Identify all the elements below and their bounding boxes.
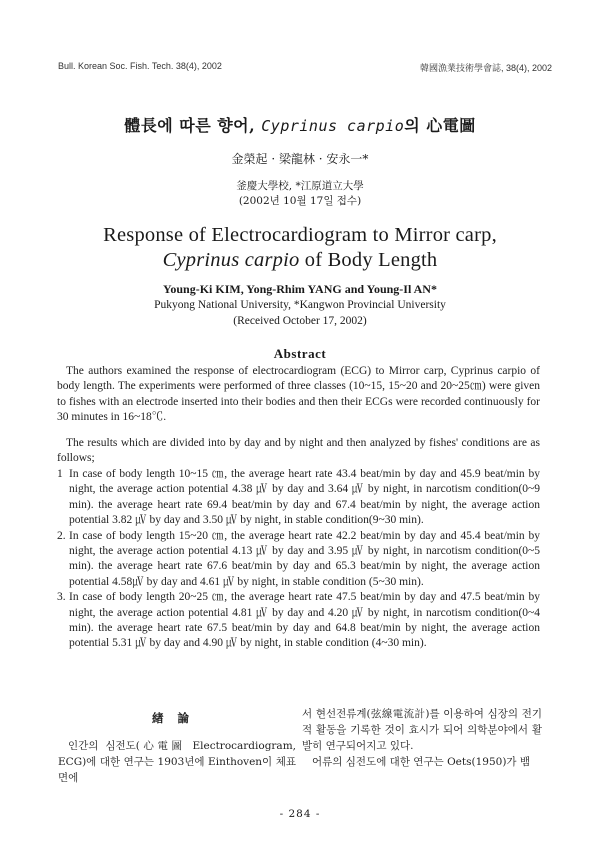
intro-right-text-1: 서 현선전류계(弦線電流計)를 이용하여 심장의 전기적 활동을 기록한 것이 효시가 되어 의학분야에서 활발히 연구되어지고 있다. [302,708,542,752]
results-item-text: In case of body length 20~25 ㎝, the average heart rate 47.5 beat/min by day and 47.5 beat/min by night, the average action potential 4.81 ㎶ by day and 4.20 ㎶ by night, in narcotism condition(0~4 min). the average heart rate 67.5 beat/min by day and 64.8 beat/min by night, the average action potential 5.31 ㎶ by day and 4.90 ㎶ by night, in stable condition (4~30 min). [69,591,540,650]
results-item-number: 2. [57,529,66,542]
results-item-text: In case of body length 10~15 ㎝, the average heart rate 43.4 beat/min by day and 45.9 beat/min by night, the average action potential 4.38 ㎶ by day and 3.64 ㎶ by night, in narcotism condition(0~9 min). the average heart rate 69.4 beat/min by day and 67.4 beat/min by night, the average action potential 3.82 ㎶ by day and 3.50 ㎶ by night, in stable condition(9~30 min). [69,468,540,527]
korean-title-suffix: 의 心電圖 [404,116,476,135]
results-list [57,467,540,652]
intro-left-text: 인간의 심전도(心電圖 Electrocardiogram, ECG)에 대한 연구는 1903년에 Einthoven이 체표면에 [58,740,296,784]
abstract-heading: Abstract [273,346,327,361]
page-number: - 284 - [279,808,321,820]
english-title-species: Cyprinus carpio [162,249,300,271]
english-affiliation: Pukyong National University, *Kangwon Provincial University [154,299,446,311]
korean-authors: 金榮起 · 梁龍林 · 安永一* [231,152,369,166]
intro-left-column [58,738,296,786]
english-title [0,223,600,273]
journal-header-english: Bull. Korean Soc. Fish. Tech. 38(4), 2002 [58,61,222,71]
korean-received-date: (2002년 10월 17일 접수) [238,195,362,207]
introduction-heading: 緖論 [152,711,203,725]
english-title-line2 [0,248,600,273]
journal-header-korean: 韓國漁業技術學會誌, 38(4), 2002 [419,63,552,73]
korean-title-species: Cyprinus carpio [261,117,405,135]
results-item [57,529,540,591]
english-title-rest: of Body Length [299,249,438,271]
abstract-p1-text: The authors examined the response of electrocardiogram (ECG) to Mirror carp, Cyprinus carpio of body length. The experiments were performed of three classes (10~15, 15~20 and 20~25㎝) were given to fishes with an electrode inserted into their bodies and then their ECGs were recorded continuously for 30 minutes in 16~18℃. [57,365,540,424]
abstract-paragraph-2 [57,436,540,467]
korean-title [0,113,600,136]
abstract-p2-text: The results which are divided into by day and by night and then analyzed by fishes' conditions are as follows; [57,437,540,465]
results-item-number: 3. [57,591,66,604]
intro-right-column [302,706,542,770]
intro-right-text-2: 어류의 심전도에 대한 연구는 Oets(1950)가 뱀 [312,756,531,768]
korean-affiliation: 釜慶大學校, *江原道立大學 [236,180,364,192]
results-item-number: 1 [57,468,63,480]
results-item [57,467,540,529]
english-title-line1: Response of Electrocardiogram to Mirror carp, [103,224,497,246]
results-item-text: In case of body length 15~20 ㎝, the average heart rate 42.2 beat/min by day and 45.4 beat/min by night, the average action potential 4.13 ㎶ by day and 3.95 ㎶ by night, in narcotism condition(0~5 min). the average heart rate 67.6 beat/min by day and 65.3 beat/min by night, the average action potential 4.58㎶ by day and 4.61 ㎶ by night, in stable condition (5~30 min). [69,529,540,588]
results-item [57,590,540,652]
korean-title-prefix: 體長에 따른 향어, [124,116,262,135]
abstract-paragraph-1 [57,364,540,426]
english-authors: Young-Ki KIM, Yong-Rhim YANG and Young-Il AN* [163,282,437,296]
english-received-date: (Received October 17, 2002) [233,315,367,327]
